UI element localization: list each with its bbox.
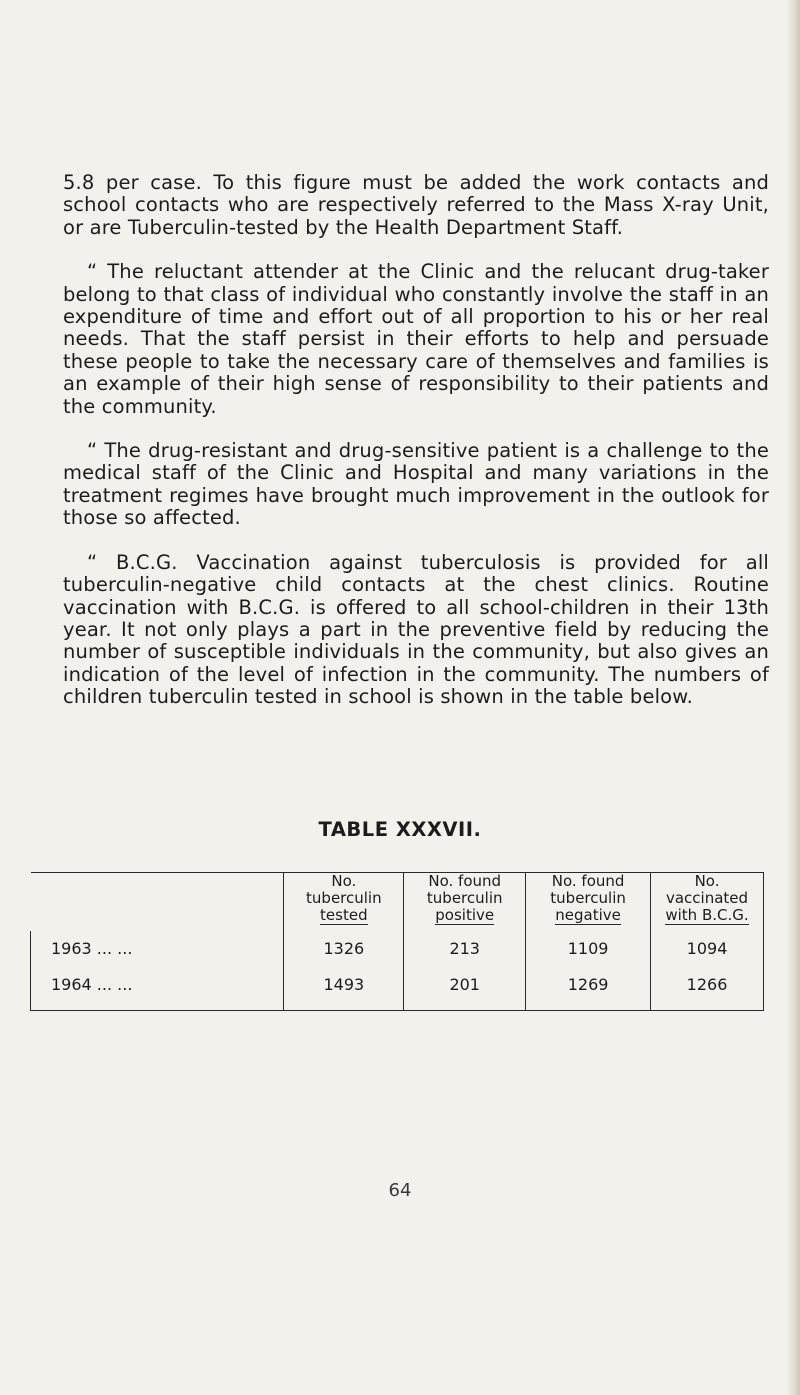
cell-tested: 1326 — [284, 931, 404, 965]
cell-vaccinated: 1094 — [651, 931, 764, 965]
body-text — [63, 172, 769, 709]
header-positive — [404, 873, 526, 932]
table-row — [31, 931, 764, 965]
cell-positive: 213 — [404, 931, 526, 965]
header-positive-line1: No. found — [428, 872, 502, 890]
paragraph-2: “ The reluctant attender at the Clinic and the relucant drug-taker belong to that class of individual who constantly involve the staff in an expenditure of time and effort out of all proportion to his or her real needs. That the staff persist in their efforts to help and persuade these people to take the necessary care of themselves and families is an example of their high sense of responsibility to their patients and the community. — [63, 260, 769, 418]
header-vaccinated-line2: vaccinated — [665, 889, 749, 907]
header-year — [31, 873, 284, 932]
header-vaccinated — [651, 873, 764, 932]
cell-tested: 1493 — [284, 965, 404, 1011]
table-title: TABLE XXXVII. — [318, 818, 482, 841]
table-container — [30, 872, 764, 1011]
row-year: 1964 ... ... — [31, 965, 284, 1011]
page-number: 64 — [388, 1180, 412, 1201]
header-positive-line3: positive — [435, 906, 495, 924]
header-tested-line3: tested — [320, 906, 368, 924]
table-row — [31, 965, 764, 1011]
header-vaccinated-line3: with B.C.G. — [665, 906, 749, 924]
paragraph-4: “ B.C.G. Vaccination against tuberculosis is provided for all tuberculin-negative child contacts at the chest clinics. Routine vaccination with B.C.G. is offered to all school-children in their 13th year. It not only plays a part in the preventive field by reducing the number of susceptible individuals in the community, but also gives an indication of the level of infection in the community. The numbers of children tuberculin tested in school is shown in the table below. — [63, 550, 769, 709]
paragraph-1: 5.8 per case. To this figure must be added the work contacts and school contacts who are respectively referred to the Mass X-ray Unit, or are Tuberculin-tested by the Health Department Staff. — [63, 171, 769, 239]
data-table — [30, 872, 764, 1011]
cell-negative: 1269 — [526, 965, 651, 1011]
paragraph-3: “ The drug-resistant and drug-sensitive patient is a challenge to the medical staff of the Clinic and Hospital and many variations in the treatment regimes have brought much improvement in the outlook for those so affected. — [63, 439, 769, 530]
cell-vaccinated: 1266 — [651, 965, 764, 1011]
header-negative-line1: No. found — [551, 872, 625, 890]
cell-negative: 1109 — [526, 931, 651, 965]
header-negative-line3: negative — [555, 906, 621, 924]
header-negative-line2: tuberculin — [550, 889, 626, 907]
cell-positive: 201 — [404, 965, 526, 1011]
header-positive-line2: tuberculin — [426, 889, 503, 907]
header-tested — [284, 873, 404, 932]
header-vaccinated-line1: No. — [694, 872, 720, 890]
row-year: 1963 ... ... — [31, 931, 284, 965]
header-tested-line1: No. — [331, 872, 357, 890]
header-tested-line2: tuberculin — [306, 889, 382, 907]
table-header-row — [31, 873, 764, 932]
header-negative — [526, 873, 651, 932]
